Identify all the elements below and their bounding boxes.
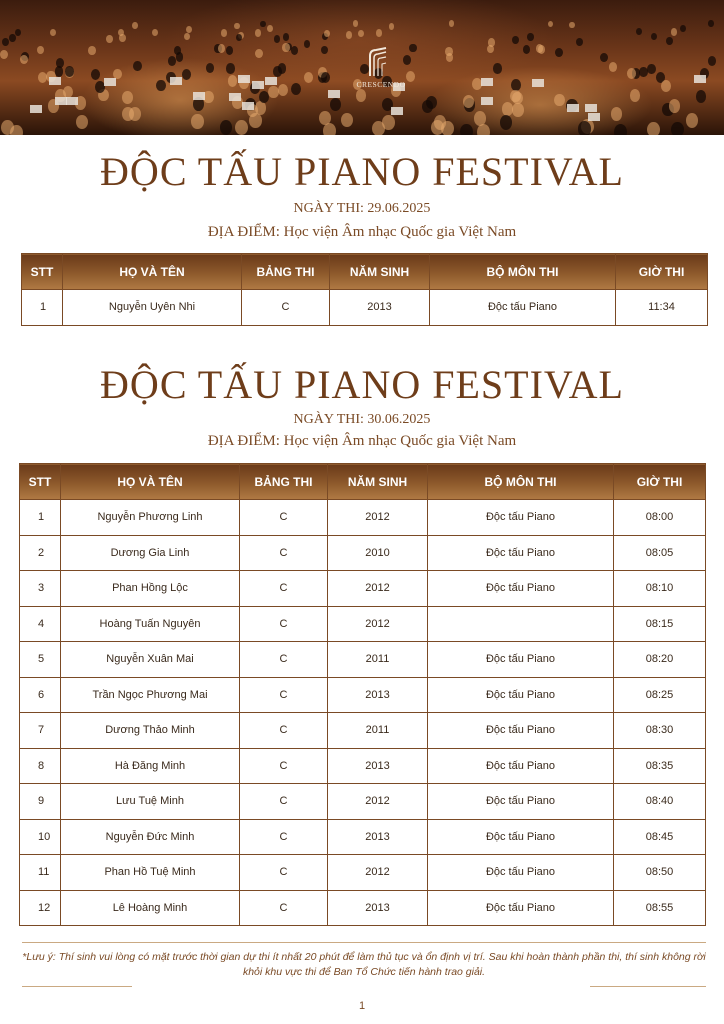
table-cell: Phan Hồ Tuệ Minh bbox=[61, 855, 240, 891]
musician-silhouette bbox=[321, 72, 330, 83]
table-row bbox=[20, 748, 706, 784]
table-row bbox=[20, 606, 706, 642]
musician-silhouette bbox=[15, 29, 21, 36]
table-cell: Lê Hoàng Minh bbox=[61, 890, 240, 926]
music-stand bbox=[481, 78, 493, 86]
table-cell: C bbox=[240, 890, 328, 926]
musician-silhouette bbox=[324, 30, 330, 37]
table-cell: 8 bbox=[20, 748, 61, 784]
table-row bbox=[20, 784, 706, 820]
column-header: NĂM SINH bbox=[328, 464, 428, 500]
musician-silhouette bbox=[671, 28, 677, 35]
table-row bbox=[20, 855, 706, 891]
musician-silhouette bbox=[2, 38, 9, 46]
music-stand bbox=[694, 75, 706, 83]
musician-silhouette bbox=[680, 25, 686, 32]
note-divider-top bbox=[22, 942, 706, 943]
section-1-date: NGÀY THI: 29.06.2025 bbox=[293, 201, 431, 216]
table-cell: Độc tấu Piano bbox=[428, 890, 614, 926]
table-cell: Độc tấu Piano bbox=[428, 784, 614, 820]
table-cell: C bbox=[240, 606, 328, 642]
music-stand bbox=[55, 97, 67, 105]
musician-silhouette bbox=[630, 89, 640, 102]
musician-silhouette bbox=[0, 50, 8, 59]
musician-silhouette bbox=[651, 33, 657, 41]
musician-silhouette bbox=[639, 67, 648, 78]
musician-silhouette bbox=[88, 46, 95, 55]
table-cell: 2010 bbox=[328, 535, 428, 571]
column-header: GIỜ THI bbox=[616, 254, 708, 290]
table-cell: 1 bbox=[22, 290, 63, 326]
table-cell: Trần Ngọc Phương Mai bbox=[61, 677, 240, 713]
musician-silhouette bbox=[578, 121, 591, 135]
musician-silhouette bbox=[477, 124, 490, 135]
music-stand bbox=[49, 77, 61, 85]
musician-silhouette bbox=[636, 28, 642, 35]
table-cell: Nguyễn Đức Minh bbox=[61, 819, 240, 855]
table-cell: Nguyễn Phương Linh bbox=[61, 500, 240, 536]
page-number: 1 bbox=[358, 1000, 366, 1012]
musician-silhouette bbox=[353, 20, 358, 27]
musician-silhouette bbox=[647, 64, 656, 74]
music-stand bbox=[229, 93, 241, 101]
musician-silhouette bbox=[260, 21, 265, 28]
musician-silhouette bbox=[234, 23, 240, 30]
table-cell: 2013 bbox=[328, 890, 428, 926]
table-cell: 7 bbox=[20, 713, 61, 749]
table-cell: 08:05 bbox=[614, 535, 706, 571]
musician-silhouette bbox=[55, 66, 64, 77]
musician-silhouette bbox=[152, 29, 158, 36]
musician-silhouette bbox=[614, 124, 627, 135]
musician-silhouette bbox=[156, 80, 166, 92]
table-cell: C bbox=[240, 535, 328, 571]
musician-silhouette bbox=[502, 102, 513, 116]
table-cell: Nguyễn Xuân Mai bbox=[61, 642, 240, 678]
table-cell: 4 bbox=[20, 606, 61, 642]
musician-silhouette bbox=[291, 83, 301, 95]
musician-silhouette bbox=[255, 29, 261, 36]
musician-silhouette bbox=[671, 122, 684, 135]
musician-silhouette bbox=[9, 34, 15, 42]
musician-silhouette bbox=[132, 22, 138, 29]
musician-silhouette bbox=[346, 31, 352, 39]
table-cell: C bbox=[240, 784, 328, 820]
table-cell: 08:25 bbox=[614, 677, 706, 713]
musician-silhouette bbox=[449, 20, 454, 27]
table-row bbox=[20, 535, 706, 571]
table-cell: 08:10 bbox=[614, 571, 706, 607]
musician-silhouette bbox=[255, 49, 263, 58]
table-cell: 2011 bbox=[328, 713, 428, 749]
column-header: STT bbox=[20, 464, 61, 500]
table-cell: Dương Gia Linh bbox=[61, 535, 240, 571]
musician-silhouette bbox=[220, 120, 233, 135]
musician-silhouette bbox=[291, 46, 298, 55]
table-cell: 2 bbox=[20, 535, 61, 571]
musician-silhouette bbox=[512, 103, 523, 117]
musician-silhouette bbox=[122, 91, 133, 104]
music-stand bbox=[588, 113, 600, 121]
musician-silhouette bbox=[1, 120, 14, 135]
table-cell: 08:35 bbox=[614, 748, 706, 784]
musician-silhouette bbox=[422, 100, 433, 113]
musician-silhouette bbox=[488, 38, 495, 46]
musician-silhouette bbox=[218, 44, 225, 53]
table-header-row bbox=[20, 464, 706, 500]
table-cell: Độc tấu Piano bbox=[428, 677, 614, 713]
music-stand bbox=[170, 77, 182, 85]
table-row bbox=[20, 819, 706, 855]
musician-silhouette bbox=[500, 115, 512, 130]
table-cell: Nguyễn Uyên Nhi bbox=[63, 290, 242, 326]
section-2-title: ĐỘC TẤU PIANO FESTIVAL bbox=[100, 362, 624, 407]
table-cell: C bbox=[240, 642, 328, 678]
table-cell bbox=[428, 606, 614, 642]
note-divider-right bbox=[590, 986, 706, 987]
musician-silhouette bbox=[304, 72, 313, 83]
table-cell: 10 bbox=[20, 819, 61, 855]
note-divider-left bbox=[22, 986, 132, 987]
musician-silhouette bbox=[686, 113, 698, 128]
table-cell: 9 bbox=[20, 784, 61, 820]
music-stand bbox=[481, 97, 493, 105]
music-stand bbox=[252, 81, 264, 89]
musician-silhouette bbox=[474, 111, 486, 125]
table-cell: 08:55 bbox=[614, 890, 706, 926]
musician-silhouette bbox=[555, 48, 562, 57]
musician-silhouette bbox=[91, 69, 100, 80]
table-cell: Dương Thảo Minh bbox=[61, 713, 240, 749]
column-header: NĂM SINH bbox=[330, 254, 430, 290]
musician-silhouette bbox=[512, 36, 519, 44]
musician-silhouette bbox=[389, 23, 395, 30]
crescendo-logo bbox=[346, 46, 416, 94]
musician-silhouette bbox=[267, 25, 273, 32]
table-row bbox=[20, 500, 706, 536]
musician-silhouette bbox=[186, 26, 192, 33]
section-1-venue: ĐỊA ĐIỂM: Học viện Âm nhạc Quốc gia Việt Nam bbox=[207, 224, 517, 240]
music-stand bbox=[567, 104, 579, 112]
musician-silhouette bbox=[527, 33, 533, 41]
musician-silhouette bbox=[191, 114, 203, 129]
music-stand bbox=[66, 97, 78, 105]
musician-silhouette bbox=[708, 20, 713, 27]
table-cell: C bbox=[240, 748, 328, 784]
column-header: HỌ VÀ TÊN bbox=[63, 254, 242, 290]
musician-silhouette bbox=[661, 80, 671, 92]
musician-silhouette bbox=[510, 90, 520, 103]
table-cell: Độc tấu Piano bbox=[428, 855, 614, 891]
music-stand bbox=[532, 79, 544, 87]
musician-silhouette bbox=[226, 46, 233, 55]
musician-silhouette bbox=[372, 121, 385, 135]
musician-silhouette bbox=[168, 56, 176, 66]
column-header: BỘ MÔN THI bbox=[428, 464, 614, 500]
table-cell: 6 bbox=[20, 677, 61, 713]
musician-silhouette bbox=[647, 122, 660, 135]
musician-silhouette bbox=[493, 63, 502, 73]
table-row bbox=[20, 713, 706, 749]
table-cell: 2013 bbox=[328, 819, 428, 855]
musician-silhouette bbox=[460, 124, 473, 135]
musician-silhouette bbox=[696, 90, 707, 103]
music-stand bbox=[585, 104, 597, 112]
logo-mark-icon bbox=[366, 46, 390, 78]
table-cell: Hoàng Tuấn Nguyên bbox=[61, 606, 240, 642]
table-cell: 11 bbox=[20, 855, 61, 891]
table-cell: C bbox=[240, 677, 328, 713]
musician-silhouette bbox=[133, 61, 141, 71]
table-cell: Độc tấu Piano bbox=[428, 642, 614, 678]
musician-silhouette bbox=[330, 98, 341, 111]
table-row bbox=[20, 571, 706, 607]
musician-silhouette bbox=[445, 47, 452, 56]
table-cell: Độc tấu Piano bbox=[428, 713, 614, 749]
table-cell: C bbox=[240, 571, 328, 607]
music-stand bbox=[104, 78, 116, 86]
musician-silhouette bbox=[182, 69, 191, 80]
table-cell: 2012 bbox=[328, 784, 428, 820]
musician-silhouette bbox=[669, 99, 680, 112]
table-cell: 2013 bbox=[328, 677, 428, 713]
table-cell: Hà Đăng Minh bbox=[61, 748, 240, 784]
musician-silhouette bbox=[278, 84, 288, 96]
schedule-table-2 bbox=[19, 463, 706, 926]
column-header: BẢNG THI bbox=[240, 464, 328, 500]
musician-silhouette bbox=[323, 123, 336, 135]
musician-silhouette bbox=[129, 107, 141, 121]
musician-silhouette bbox=[226, 63, 235, 73]
musician-silhouette bbox=[321, 46, 328, 55]
musician-silhouette bbox=[274, 35, 281, 43]
section-1-title: ĐỘC TẤU PIANO FESTIVAL bbox=[100, 149, 624, 194]
musician-silhouette bbox=[611, 107, 623, 121]
table-cell: 5 bbox=[20, 642, 61, 678]
table-cell: 08:40 bbox=[614, 784, 706, 820]
table-cell: 2013 bbox=[328, 748, 428, 784]
music-stand bbox=[193, 92, 205, 100]
table-cell: Độc tấu Piano bbox=[428, 535, 614, 571]
musician-silhouette bbox=[228, 75, 237, 86]
music-stand bbox=[328, 90, 340, 98]
table-cell: 08:50 bbox=[614, 855, 706, 891]
table-cell: C bbox=[240, 500, 328, 536]
musician-silhouette bbox=[609, 62, 617, 72]
musician-silhouette bbox=[65, 66, 74, 77]
logo-wordmark: CRESCENDO bbox=[356, 80, 406, 89]
column-header: HỌ VÀ TÊN bbox=[61, 464, 240, 500]
section-2-venue: ĐỊA ĐIỂM: Học viện Âm nhạc Quốc gia Việt Nam bbox=[207, 433, 517, 449]
musician-silhouette bbox=[600, 53, 608, 62]
musician-silhouette bbox=[341, 113, 353, 128]
table-cell: 2012 bbox=[328, 571, 428, 607]
table-cell: Độc tấu Piano bbox=[428, 500, 614, 536]
musician-silhouette bbox=[268, 86, 278, 98]
table-cell: Độc tấu Piano bbox=[428, 571, 614, 607]
table-row bbox=[20, 642, 706, 678]
table-cell: Độc tấu Piano bbox=[430, 290, 616, 326]
musician-silhouette bbox=[106, 35, 113, 43]
music-stand bbox=[30, 105, 42, 113]
table-cell: 3 bbox=[20, 571, 61, 607]
table-cell: 2012 bbox=[328, 606, 428, 642]
orchestra-banner-image bbox=[0, 0, 724, 135]
table-cell: Phan Hồng Lộc bbox=[61, 571, 240, 607]
musician-silhouette bbox=[50, 29, 56, 36]
musician-silhouette bbox=[358, 30, 364, 37]
table-cell: 08:15 bbox=[614, 606, 706, 642]
table-cell: 2012 bbox=[328, 500, 428, 536]
musician-silhouette bbox=[76, 115, 88, 130]
table-row bbox=[20, 890, 706, 926]
column-header: BẢNG THI bbox=[242, 254, 330, 290]
music-stand bbox=[238, 75, 250, 83]
musician-silhouette bbox=[627, 68, 636, 79]
music-stand bbox=[391, 107, 403, 115]
table-cell: 1 bbox=[20, 500, 61, 536]
table-cell: 08:30 bbox=[614, 713, 706, 749]
table-cell: 2013 bbox=[330, 290, 430, 326]
table-cell: 11:34 bbox=[616, 290, 708, 326]
musician-silhouette bbox=[569, 22, 575, 29]
table-cell: Độc tấu Piano bbox=[428, 748, 614, 784]
table-cell: Độc tấu Piano bbox=[428, 819, 614, 855]
table-row bbox=[22, 290, 708, 326]
table-cell: 12 bbox=[20, 890, 61, 926]
table-header-row bbox=[22, 254, 708, 290]
musician-silhouette bbox=[431, 120, 444, 135]
table-cell: C bbox=[240, 819, 328, 855]
table-cell: 08:20 bbox=[614, 642, 706, 678]
table-row bbox=[20, 677, 706, 713]
musician-silhouette bbox=[548, 21, 554, 28]
musician-silhouette bbox=[184, 33, 190, 41]
music-stand bbox=[242, 102, 254, 110]
musician-silhouette bbox=[20, 55, 28, 65]
musician-silhouette bbox=[283, 33, 289, 41]
table-cell: C bbox=[242, 290, 330, 326]
musician-silhouette bbox=[304, 40, 311, 48]
musician-silhouette bbox=[278, 63, 287, 73]
table-cell: 2012 bbox=[328, 855, 428, 891]
column-header: GIỜ THI bbox=[614, 464, 706, 500]
musician-silhouette bbox=[666, 37, 673, 45]
section-2-date: NGÀY THI: 30.06.2025 bbox=[293, 412, 431, 427]
musician-silhouette bbox=[463, 95, 474, 108]
musician-silhouette bbox=[221, 29, 227, 36]
musician-silhouette bbox=[236, 34, 242, 42]
table-cell: 08:00 bbox=[614, 500, 706, 536]
table-cell: C bbox=[240, 713, 328, 749]
table-cell: 2011 bbox=[328, 642, 428, 678]
musician-silhouette bbox=[37, 46, 44, 55]
musician-silhouette bbox=[523, 45, 530, 54]
schedule-table-1 bbox=[21, 253, 708, 326]
musician-silhouette bbox=[376, 29, 382, 36]
musician-silhouette bbox=[282, 43, 289, 52]
music-stand bbox=[265, 77, 277, 85]
musician-silhouette bbox=[708, 56, 716, 66]
column-header: STT bbox=[22, 254, 63, 290]
musician-silhouette bbox=[554, 94, 565, 107]
table-cell: C bbox=[240, 855, 328, 891]
note-text: *Lưu ý: Thí sinh vui lòng có mặt trước thời gian dự thi ít nhất 20 phút để làm thủ tục và ổn định vị trí. Sau khi hoàn thành phần thi, thí sinh không rời khỏi khu vực thi để Ban Tổ Chức tiến hành trao giải. bbox=[22, 951, 706, 978]
musician-silhouette bbox=[259, 91, 270, 104]
table-cell: Lưu Tuệ Minh bbox=[61, 784, 240, 820]
table-cell: 08:45 bbox=[614, 819, 706, 855]
musician-silhouette bbox=[206, 63, 215, 73]
column-header: BỘ MÔN THI bbox=[430, 254, 616, 290]
musician-silhouette bbox=[235, 120, 248, 135]
musician-silhouette bbox=[576, 38, 583, 46]
musician-silhouette bbox=[536, 44, 543, 53]
